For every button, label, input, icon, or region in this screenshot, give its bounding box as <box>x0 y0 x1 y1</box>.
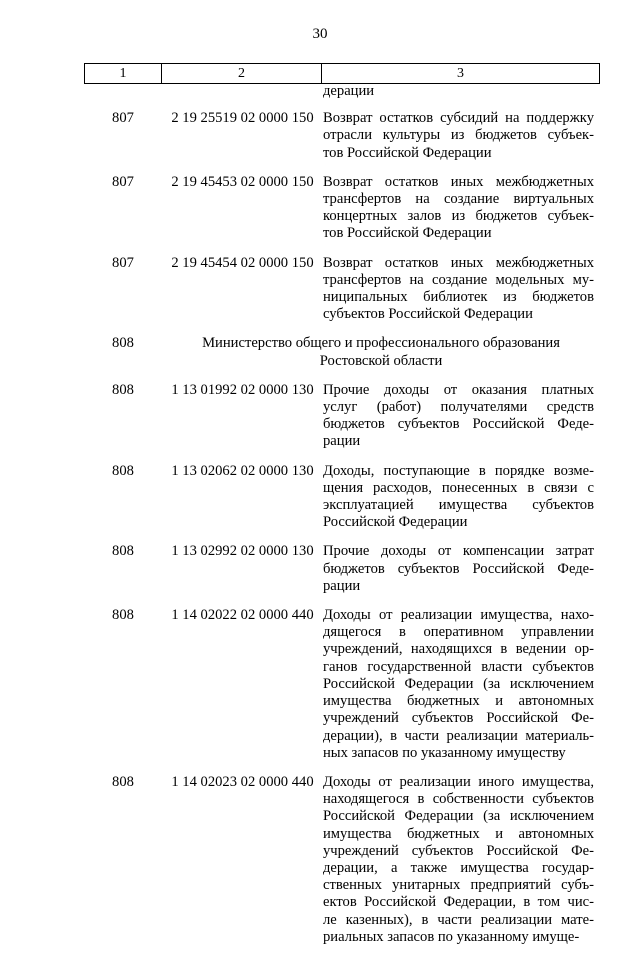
description-line: Прочие доходы от оказания платных <box>323 381 594 398</box>
description-line: учреждений, находящихся в ведении ор- <box>323 641 594 658</box>
description-line: Возврат остатков иных межбюджетных <box>323 254 594 271</box>
description-line: ниципальных библиотек из бюджетов <box>323 289 594 306</box>
admin-code: 807 <box>112 254 134 271</box>
revenue-description <box>323 543 594 595</box>
budget-classification-code: 2 19 25519 02 0000 150 <box>171 110 314 127</box>
description-line: трансфертов на создание модельных му- <box>323 271 594 288</box>
table-row <box>84 174 600 243</box>
revenue-description <box>323 607 594 762</box>
table-header <box>84 63 600 84</box>
description-line: ганов государственной власти субъектов <box>323 658 594 675</box>
ministry-name <box>162 335 600 369</box>
table-body <box>84 83 600 958</box>
table-row <box>84 382 600 451</box>
header-col-3: 3 <box>457 66 464 81</box>
description-line: тов Российской Федерации <box>323 225 492 242</box>
description-line: Возврат остатков иных межбюджетных <box>323 173 594 190</box>
table-row <box>84 255 600 324</box>
revenue-description <box>323 382 594 451</box>
description-line: бюджетов субъектов Российской Феде- <box>323 416 594 433</box>
description-line: учреждений субъектов Российской Фе- <box>323 842 594 859</box>
admin-code <box>84 83 162 100</box>
description-line: имущества бюджетных и автономных <box>323 693 594 710</box>
revenue-description <box>323 463 594 532</box>
description-line: отрасли культуры из бюджетов субъек- <box>323 127 594 144</box>
table-row <box>84 607 600 762</box>
description-line: находящегося в собственности субъектов <box>323 791 594 808</box>
description-line: услуг (работ) получателями средств <box>323 399 594 416</box>
description-line: рации <box>323 577 361 594</box>
description-line: имущества бюджетных и автономных <box>323 825 594 842</box>
budget-classification-code: 1 14 02022 02 0000 440 <box>171 607 314 624</box>
description-line: щения расходов, понесенных в связи с <box>323 479 594 496</box>
description-line: Доходы от реализации иного имущества, <box>323 773 594 790</box>
ministry-name-line: Ростовской области <box>319 352 443 369</box>
table-row <box>84 543 600 595</box>
budget-classification-code <box>162 83 323 100</box>
admin-code: 808 <box>112 462 134 479</box>
admin-code: 808 <box>112 607 134 624</box>
admin-code: 808 <box>112 773 134 790</box>
description-line: ных запасов по указанному имуществу <box>323 744 566 761</box>
revenue-description <box>323 255 594 324</box>
description-line: концертных залов из бюджетов субъек- <box>323 208 594 225</box>
budget-classification-code: 1 14 02023 02 0000 440 <box>171 773 314 790</box>
description-line: Прочие доходы от компенсации затрат <box>323 543 594 560</box>
description-line: ле казенных), в части реализации мате- <box>323 911 594 928</box>
revenue-description <box>323 83 594 100</box>
description-line: дерации, а также имущества государ- <box>323 859 594 876</box>
description-line: дящегося в оперативном управлении <box>323 624 594 641</box>
page-number: 30 <box>312 26 328 42</box>
description-line: риальных запасов по указанному имуще- <box>323 928 580 945</box>
table-row <box>84 774 600 946</box>
description-line: Доходы, поступающие в порядке возме- <box>323 462 594 479</box>
description-line: бюджетов субъектов Российской Феде- <box>323 560 594 577</box>
table-row-continuation <box>84 83 600 100</box>
revenue-description <box>323 174 594 243</box>
description-line: Возврат остатков субсидий на поддержку <box>323 110 594 127</box>
table-row <box>84 463 600 532</box>
revenue-description <box>323 774 594 946</box>
budget-classification-code: 2 19 45454 02 0000 150 <box>171 254 314 271</box>
ministry-name-line: Министерство общего и профессионального образования <box>202 335 560 352</box>
budget-classification-code: 1 13 02992 02 0000 130 <box>171 543 314 560</box>
budget-classification-code: 1 13 01992 02 0000 130 <box>171 381 314 398</box>
description-line: рации <box>323 433 361 450</box>
description-line: трансфертов на создание виртуальных <box>323 191 594 208</box>
admin-code: 808 <box>112 381 134 398</box>
description-line: Российской Федерации (за исключением <box>323 675 594 692</box>
header-col-1: 1 <box>85 64 162 83</box>
description-line: дерации <box>323 83 375 99</box>
admin-code: 808 <box>112 335 134 352</box>
budget-classification-code: 1 13 02062 02 0000 130 <box>171 462 314 479</box>
description-line: Российской Федерации (за исключением <box>323 808 594 825</box>
description-line: учреждений субъектов Российской Фе- <box>323 710 594 727</box>
header-col-2: 2 <box>162 64 322 83</box>
description-line: Российской Федерации <box>323 514 468 531</box>
admin-code: 807 <box>112 110 134 127</box>
description-line: ектов Российской Федерации, в том чис- <box>323 894 594 911</box>
revenue-description <box>323 110 594 162</box>
description-line: субъектов Российской Федерации <box>323 306 533 323</box>
admin-code: 808 <box>112 543 134 560</box>
ministry-row <box>84 335 600 369</box>
description-line: дерации), в части реализации материаль- <box>323 727 594 744</box>
budget-classification-code: 2 19 45453 02 0000 150 <box>171 173 314 190</box>
description-line: тов Российской Федерации <box>323 144 492 161</box>
table-row <box>84 110 600 162</box>
description-line: ственных унитарных предприятий субъ- <box>323 877 594 894</box>
description-line: Доходы от реализации имущества, нахо- <box>323 607 594 624</box>
admin-code: 807 <box>112 173 134 190</box>
description-line: эксплуатацией имущества субъектов <box>323 497 594 514</box>
